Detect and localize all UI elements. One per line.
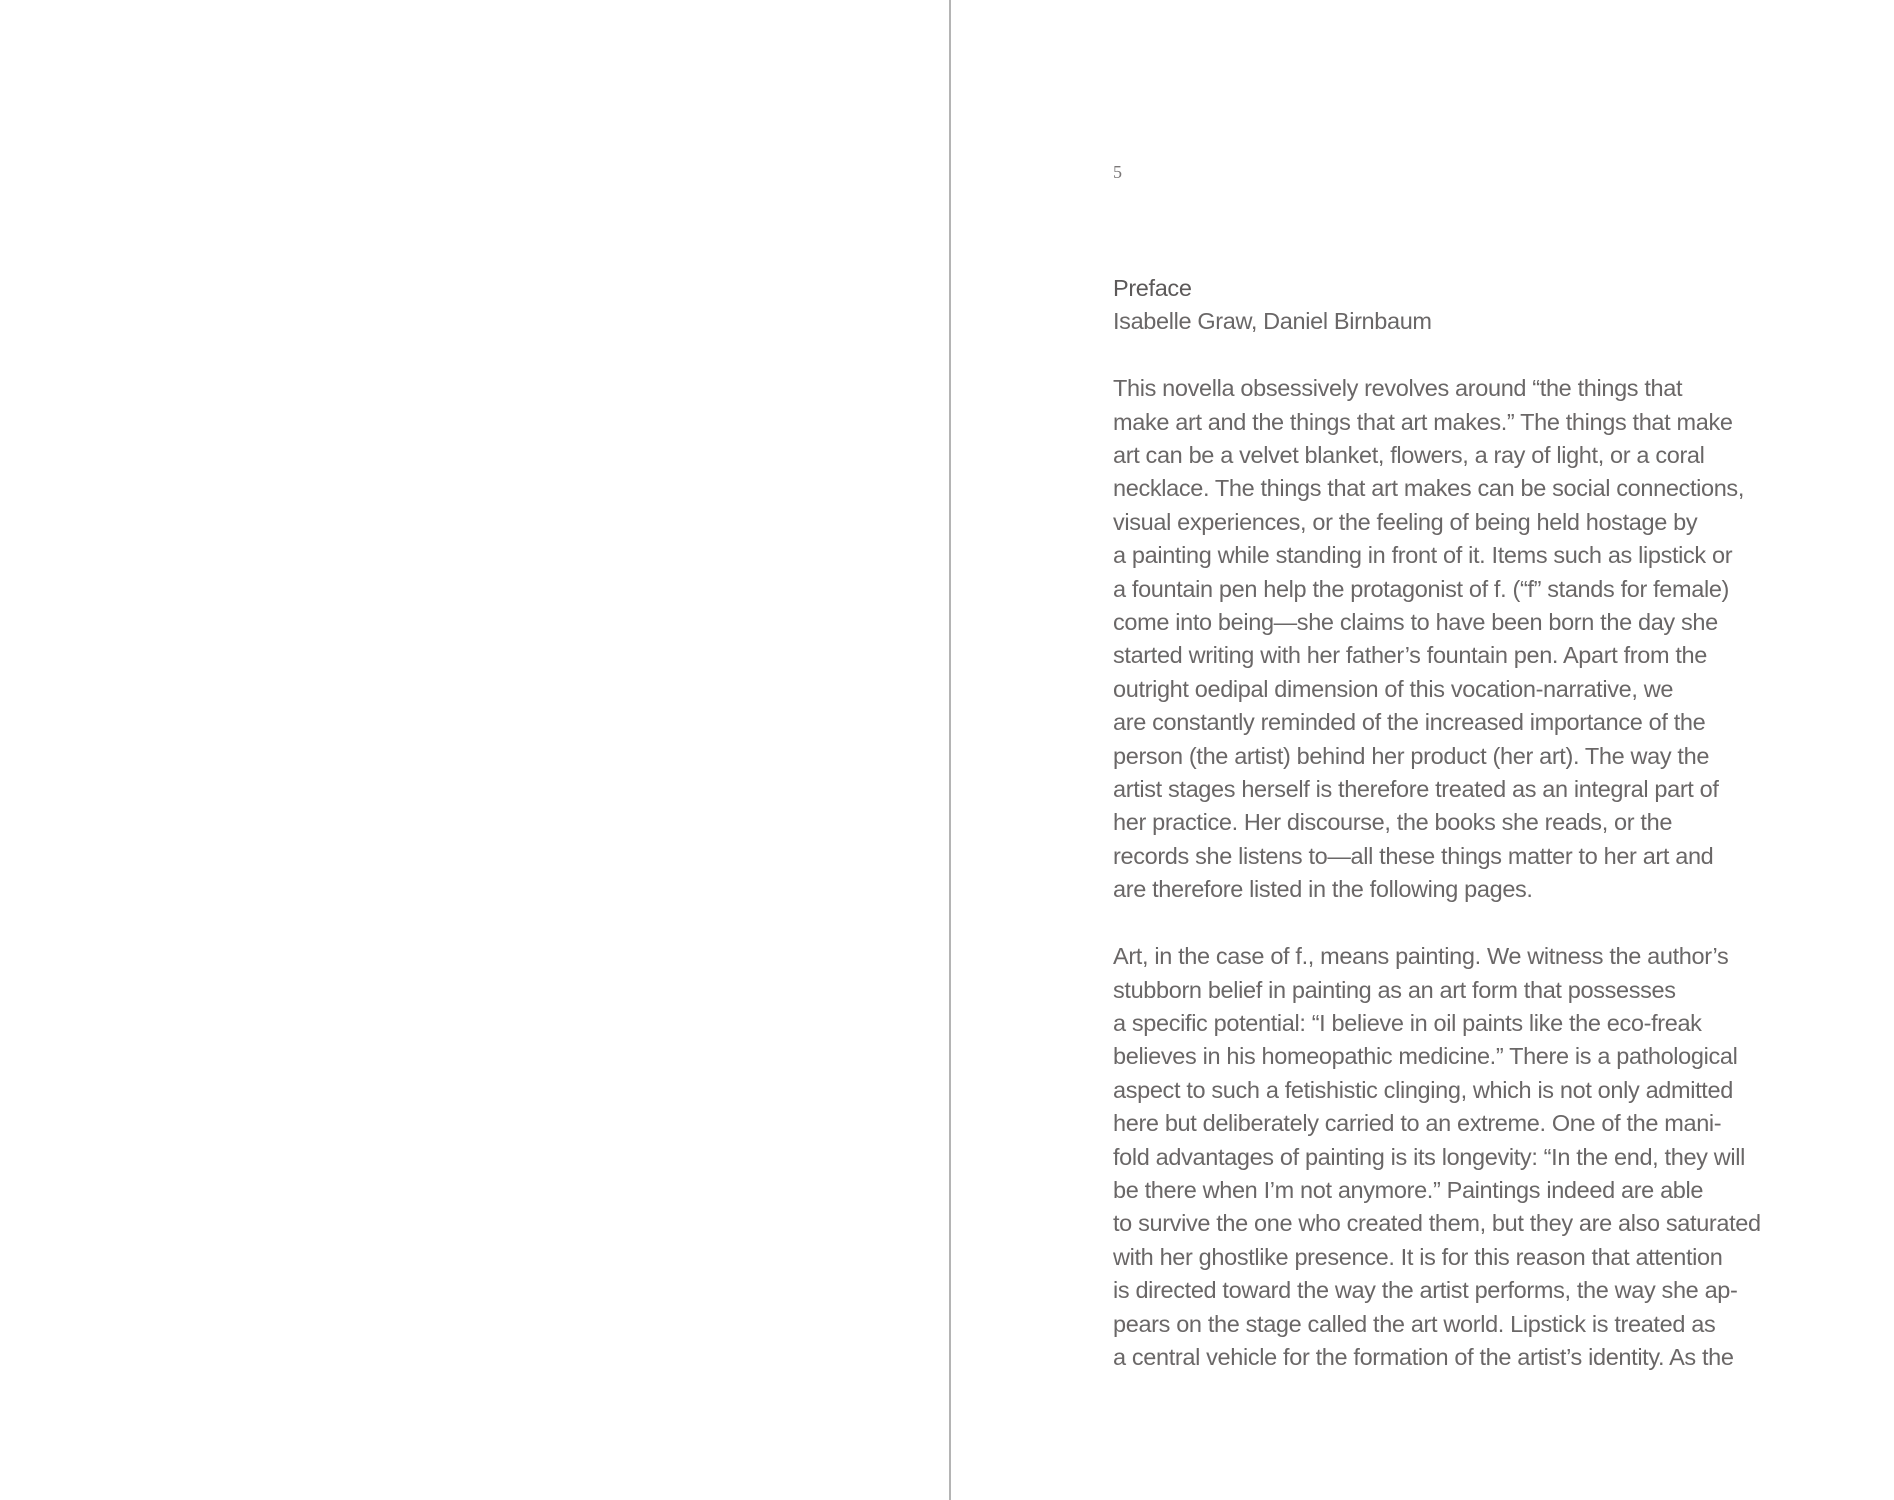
text-line: a central vehicle for the formation of the artist’s identity. As the bbox=[1113, 1343, 1734, 1370]
right-page bbox=[951, 0, 1894, 1500]
text-line: necklace. The things that art makes can be social connections, bbox=[1113, 475, 1745, 502]
preface-heading: Preface bbox=[1113, 275, 1192, 301]
text-line: person (the artist) behind her product (her art). The way the bbox=[1113, 742, 1710, 769]
text-line: aspect to such a fetishistic clinging, which is not only admitted bbox=[1113, 1076, 1733, 1103]
text-line: records she listens to—all these things matter to her art and bbox=[1113, 842, 1714, 869]
text-line: are constantly reminded of the increased importance of the bbox=[1113, 709, 1706, 736]
text-line: fold advantages of painting is its longevity: “In the end, they will bbox=[1113, 1143, 1745, 1170]
text-line: started writing with her father’s fountain pen. Apart from the bbox=[1113, 642, 1707, 669]
preface-text-block bbox=[1113, 272, 1773, 1374]
text-line: a fountain pen help the protagonist of f. (“f” stands for female) bbox=[1113, 575, 1730, 602]
text-line: This novella obsessively revolves around “the things that bbox=[1113, 375, 1683, 402]
text-line: pears on the stage called the art world. Lipstick is treated as bbox=[1113, 1310, 1716, 1337]
text-line: here but deliberately carried to an extreme. One of the mani- bbox=[1113, 1110, 1722, 1137]
preface-authors: Isabelle Graw, Daniel Birnbaum bbox=[1113, 308, 1432, 335]
text-line: Art, in the case of f., means painting. We witness the author’s bbox=[1113, 943, 1729, 970]
text-line: are therefore listed in the following pages. bbox=[1113, 876, 1533, 903]
text-line: be there when I’m not anymore.” Paintings indeed are able bbox=[1113, 1176, 1704, 1203]
text-line: come into being—she claims to have been born the day she bbox=[1113, 609, 1718, 636]
text-line: with her ghostlike presence. It is for this reason that attention bbox=[1113, 1243, 1723, 1270]
text-line: make art and the things that art makes.” The things that make bbox=[1113, 408, 1733, 435]
text-line: stubborn belief in painting as an art form that possesses bbox=[1113, 976, 1676, 1003]
text-line: outright oedipal dimension of this vocation-narrative, we bbox=[1113, 675, 1674, 702]
text-line: a painting while standing in front of it. Items such as lipstick or bbox=[1113, 542, 1733, 569]
text-line: art can be a velvet blanket, flowers, a ray of light, or a coral bbox=[1113, 442, 1705, 469]
text-line: is directed toward the way the artist performs, the way she ap- bbox=[1113, 1277, 1738, 1304]
page-number: 5 bbox=[1113, 162, 1122, 182]
text-line: to survive the one who created them, but they are also saturated bbox=[1113, 1210, 1761, 1237]
text-line: visual experiences, or the feeling of being held hostage by bbox=[1113, 508, 1698, 535]
text-line: her practice. Her discourse, the books she reads, or the bbox=[1113, 809, 1673, 836]
text-line: a specific potential: “I believe in oil paints like the eco-freak bbox=[1113, 1009, 1702, 1036]
text-line: artist stages herself is therefore treated as an integral part of bbox=[1113, 776, 1719, 803]
body-paragraph bbox=[1113, 372, 1773, 907]
text-line: believes in his homeopathic medicine.” There is a pathological bbox=[1113, 1043, 1738, 1070]
preface-body bbox=[1113, 372, 1773, 1374]
body-paragraph bbox=[1113, 940, 1773, 1374]
